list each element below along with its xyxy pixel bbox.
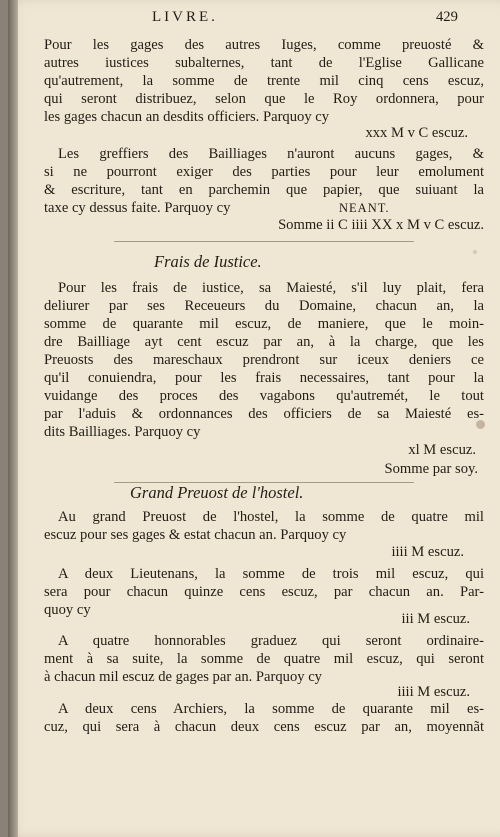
text-line: sera pour chacun quinze cens escuz, par chacun an. Par- — [44, 584, 484, 600]
section-title: Grand Preuost de l'hostel. — [130, 483, 304, 502]
section-title: Frais de Iustice. — [154, 252, 262, 271]
text-line: A quatre honnorables graduez qui seront ordinaire- — [58, 633, 484, 649]
page-number: 429 — [436, 9, 458, 25]
section-sum: Somme par soy. — [384, 461, 478, 477]
running-title: LIVRE. — [152, 9, 218, 25]
amount-total: iii M escuz. — [401, 611, 470, 627]
amount-total: iiii M escuz. — [391, 544, 464, 560]
text-line: dits Bailliages. Parquoy cy — [44, 424, 201, 440]
section-sum: Somme ii C iiii XX x M v C escuz. — [278, 217, 484, 233]
text-line: quoy cy — [44, 602, 91, 618]
text-line: si ne pourront exiger des parties pour leur emolument — [44, 164, 484, 180]
text-line: & escriture, tant en parchemin que papier, que suiuant la — [44, 182, 484, 198]
binding-shadow — [8, 0, 18, 837]
text-line: vuidange des proces des vagabons qu'autremét, le tout — [44, 388, 484, 404]
amount-total: xl M escuz. — [408, 442, 476, 458]
text-line: Les greffiers des Bailliages n'auront aucuns gages, & — [58, 146, 484, 162]
section-rule — [114, 241, 414, 242]
neant-mark: NEANT. — [339, 201, 390, 215]
text-line: Au grand Preuost de l'hostel, la somme de quatre mil — [58, 509, 484, 525]
text-line: escuz pour ses gages & estat chacun an. Parquoy cy — [44, 527, 347, 543]
text-line: qui seront distribuez, selon que le Roy ordonnera, pour — [44, 91, 484, 107]
text-line: qu'autrement, la somme de trente mil cinq cens escuz, — [44, 73, 484, 89]
text-line: ment à sa suite, la somme de quatre mil escuz, qui seront — [44, 651, 484, 667]
text-line: Pour les gages des autres Iuges, comme preuosté & — [44, 37, 484, 53]
text-line: deliurer par ses Receueurs du Domaine, chacun an, la — [44, 298, 484, 314]
text-line: qu'il conuiendra, pour les frais necessaires, tant pour la — [44, 370, 484, 386]
text-line: dre Bailliage ayt cent escuz par an, à la charge, que les — [44, 334, 484, 350]
amount-total: xxx M v C escuz. — [365, 125, 468, 141]
text-line: autres iustices subalternes, tant de l'Eglise Gallicane — [44, 55, 484, 71]
ink-speck — [473, 250, 477, 254]
text-line: les gages chacun an desdits officiers. Parquoy cy — [44, 109, 330, 125]
text-line: A deux cens Archiers, la somme de quarante mil es- — [58, 701, 484, 717]
text-line: à chacun mil escuz de gages par an. Parquoy cy — [44, 669, 322, 685]
amount-total: iiii M escuz. — [397, 684, 470, 700]
text-line: A deux Lieutenans, la somme de trois mil escuz, qui — [58, 566, 484, 582]
text-line: cuz, qui sera à chacun deux cens escuz par an, moyennãt — [44, 719, 484, 735]
text-line: taxe cy dessus faite. Parquoy cy — [44, 200, 231, 216]
text-line: Pour les frais de iustice, sa Maiesté, s'il luy plait, fera — [58, 280, 484, 296]
text-line: par l'aduis & ordonnances des officiers de sa Maiesté es- — [44, 406, 484, 422]
text-line: Preuosts des mareschaux prendront sur iceux deniers ce — [44, 352, 484, 368]
book-page — [8, 0, 500, 837]
text-line: somme de quarante mil escuz, de maniere, que le moin- — [44, 316, 484, 332]
